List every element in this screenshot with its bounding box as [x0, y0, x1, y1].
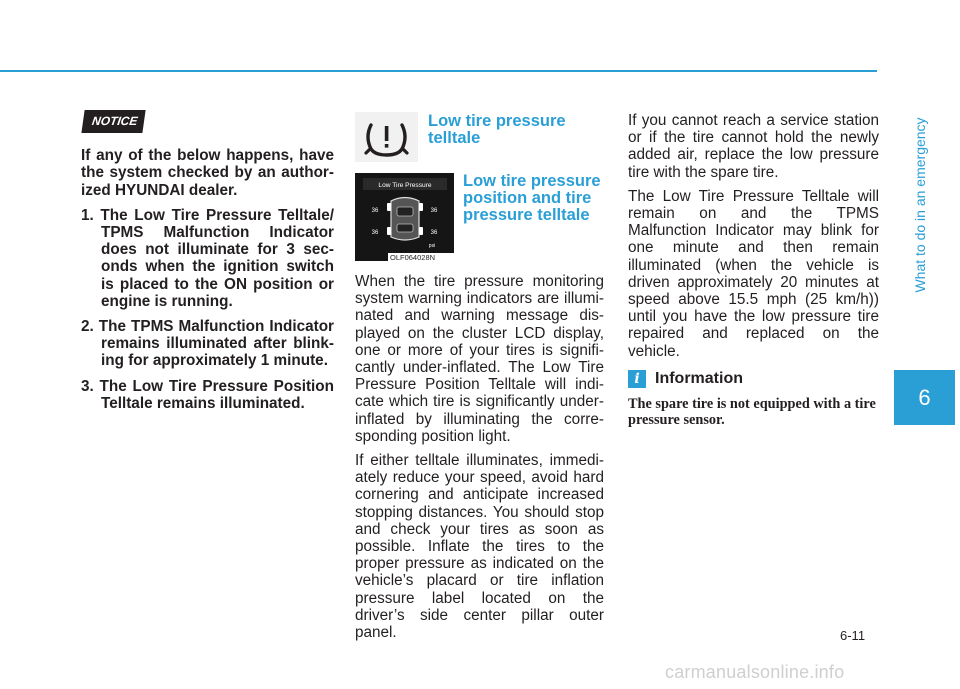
heading-position-telltale: Low tire pressure position and tire pressure telltale — [463, 172, 601, 224]
chapter-title-text: What to do in an emergency — [912, 117, 928, 293]
notice-item-3: 3. The Low Tire Pressure Position Telltale remains illuminated. — [81, 377, 334, 412]
telltale-column — [355, 273, 604, 648]
replacement-paragraph-2: The Low Tire Pressure Telltale will remain on and the TPMS Malfunction Indicator may blink for one minute and then remain illuminated (when the vehicle is driven approximately 20 minutes at speed above 15.5 mph (25 km/h)) until you have the low pressure tire repaired and replaced on the vehicle. — [628, 187, 879, 360]
notice-item-2: 2. The TPMS Malfunction Indicator remains illuminated after blinking for approximately 1 minute. — [81, 318, 334, 370]
information-icon: i — [628, 370, 646, 388]
notice-badge: NOTICE — [81, 110, 146, 133]
chapter-title-vertical — [900, 40, 950, 370]
notice-item-1: 1. The Low Tire Pressure Telltale/ TPMS Malfunction Indicator does not illuminate for 3 seconds when the ignition switch is placed to the ON position or engine is running. — [81, 206, 334, 310]
cluster-title: Low Tire Pressure — [378, 182, 432, 189]
information-text: The spare tire is not equipped with a tire pressure sensor. — [628, 395, 876, 428]
tire-pressure-rear-left: 36 — [371, 230, 379, 236]
tire-pressure-rear-right: 36 — [430, 230, 438, 236]
heading-low-tire-pressure-telltale: Low tire pressure telltale — [428, 112, 566, 147]
pressure-unit: psi — [428, 243, 436, 249]
watermark: carmanualsonline.info — [665, 662, 845, 682]
replacement-paragraph-1: If you cannot reach a service station or if the tire cannot hold the newly added air, replace the low pressure tire with the spare tire. — [628, 112, 879, 181]
replacement-column — [628, 112, 879, 428]
telltale-paragraph-1: When the tire pressure monitoring system warning indicators are illuminated and warning message displayed on the cluster LCD display, one or more of your tires is significantly under-inflated. The Low Tire Pressure Position Telltale will indicate which tire is significantly under-inflated by illuminating the corresponding position light. — [355, 273, 604, 445]
telltale-paragraph-2: If either telltale illuminates, immediately reduce your speed, avoid hard cornering and anticipate increased stopping distances. You should stop and check your tires as soon as possible. Inflate the tires to the proper pressure as indicated on the vehicle’s placard or tire inflation pressure label located on the driver’s side center pillar outer panel. — [355, 452, 604, 642]
information-title: Information — [655, 370, 743, 388]
cluster-display-image — [355, 173, 454, 261]
chapter-number: 6 — [894, 370, 955, 425]
notice-column — [81, 110, 334, 420]
image-code: OLF064028N — [390, 253, 436, 261]
notice-lead: If any of the below happens, have the system checked by an authorized HYUNDAI dealer. — [81, 147, 334, 199]
information-heading — [628, 370, 879, 388]
tpms-warning-icon — [355, 112, 418, 162]
tire-pressure-front-left: 36 — [371, 208, 379, 214]
page-number: 6-11 — [840, 628, 866, 643]
tire-pressure-front-right: 36 — [430, 208, 438, 214]
top-rule — [0, 70, 877, 72]
